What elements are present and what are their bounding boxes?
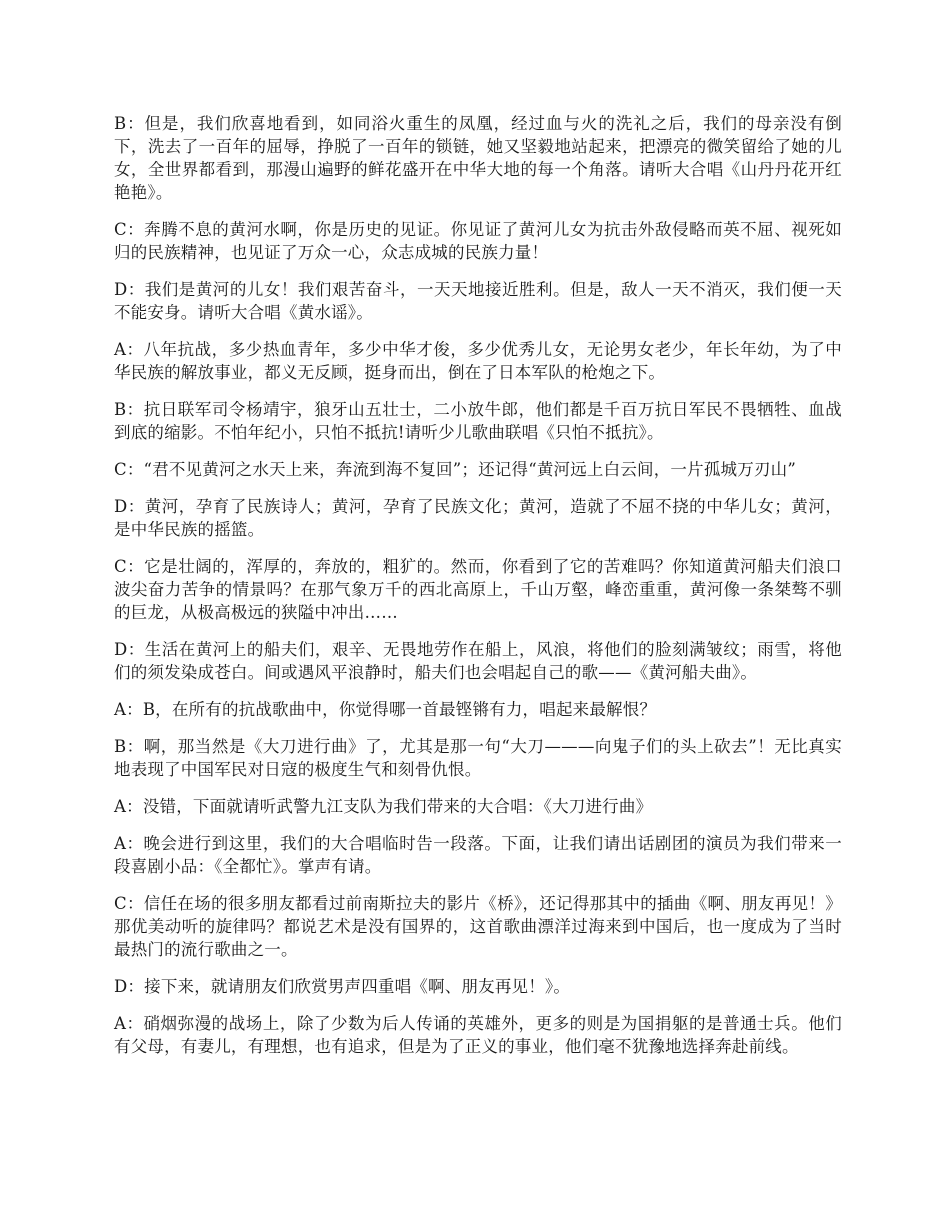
paragraph-7: D：黄河，孕育了民族诗人；黄河，孕育了民族文化；黄河，造就了不屈不挠的中华儿女；黄河，是中华民族的摇篮。 <box>114 497 842 539</box>
paragraph-15: D：接下来，就请朋友们欣赏男声四重唱《啊、朋友再见！》。 <box>114 977 571 996</box>
paragraph-16: A：硝烟弥漫的战场上，除了少数为后人传诵的英雄外，更多的则是为国捐躯的是普通士兵。他们有父母，有妻儿，有理想，也有追求，但是为了正义的事业，他们毫不犹豫地选择奔赴前线。 <box>114 1014 842 1056</box>
paragraph-12: A：没错，下面就请听武警九江支队为我们带来的大合唱：《大刀进行曲》 <box>114 797 653 816</box>
paragraph-4: A：八年抗战，多少热血青年，多少中华才俊，多少优秀儿女，无论男女老少，年长年幼，为了中华民族的解放事业，都义无反顾，挺身而出，倒在了日本军队的枪炮之下。 <box>114 340 842 382</box>
paragraph-3: D：我们是黄河的儿女！我们艰苦奋斗，一天天地接近胜利。但是，敌人一天不消灭，我们便一天不能安身。请听大合唱《黄水谣》。 <box>114 280 842 322</box>
paragraph-8: C：它是壮阔的，浑厚的，奔放的，粗犷的。然而，你看到了它的苦难吗？你知道黄河船夫们浪口波尖奋力苦争的情景吗？在那气象万千的西北高原上，千山万壑，峰峦重重，黄河像一条桀骜不驯的巨龙，从极高极远的狭隘中冲出…… <box>114 557 842 622</box>
paragraph-10: A：B，在所有的抗战歌曲中，你觉得哪一首最铿锵有力，唱起来最解恨？ <box>114 700 657 719</box>
paragraph-2: C：奔腾不息的黄河水啊，你是历史的见证。你见证了黄河儿女为抗击外敌侵略而英不屈、视死如归的民族精神，也见证了万众一心，众志成城的民族力量！ <box>114 220 842 262</box>
paragraph-1: B：但是，我们欣喜地看到，如同浴火重生的凤凰，经过血与火的洗礼之后，我们的母亲没有倒下，洗去了一百年的屈辱，挣脱了一百年的锁链，她又坚毅地站起来，把漂亮的微笑留给了她的儿女，全世界都看到，那漫山遍野的鲜花盛开在中华大地的每一个角落。请听大合唱《山丹丹花开红艳艳》。 <box>114 114 842 202</box>
paragraph-9: D：生活在黄河上的船夫们，艰辛、无畏地劳作在船上，风浪，将他们的脸刻满皱纹；雨雪，将他们的须发染成苍白。间或遇风平浪静时，船夫们也会唱起自己的歌——《黄河船夫曲》。 <box>114 640 842 682</box>
paragraph-6: C：“君不见黄河之水天上来，奔流到海不复回”；还记得“黄河远上白云间，一片孤城万刃山” <box>114 460 796 479</box>
paragraph-11: B：啊，那当然是《大刀进行曲》了，尤其是那一句“大刀———向鬼子们的头上砍去”！无比真实地表现了中国军民对日寇的极度生气和刻骨仇恨。 <box>114 737 842 779</box>
paragraph-5: B：抗日联军司令杨靖宇，狼牙山五壮士，二小放牛郎，他们都是千百万抗日军民不畏牺牲、血战到底的缩影。不怕年纪小，只怕不抵抗!请听少儿歌曲联唱《只怕不抵抗》。 <box>114 400 842 442</box>
paragraph-13: A：晚会进行到这里，我们的大合唱临时告一段落。下面，让我们请出话剧团的演员为我们带来一段喜剧小品：《全都忙》。掌声有请。 <box>114 834 842 876</box>
document-page <box>114 112 842 1072</box>
paragraph-14: C：信任在场的很多朋友都看过前南斯拉夫的影片《桥》，还记得那其中的插曲《啊、朋友再见！》那优美动听的旋律吗？都说艺术是没有国界的，这首歌曲漂洋过海来到中国后，也一度成为了当时最热门的流行歌曲之一。 <box>114 894 842 959</box>
